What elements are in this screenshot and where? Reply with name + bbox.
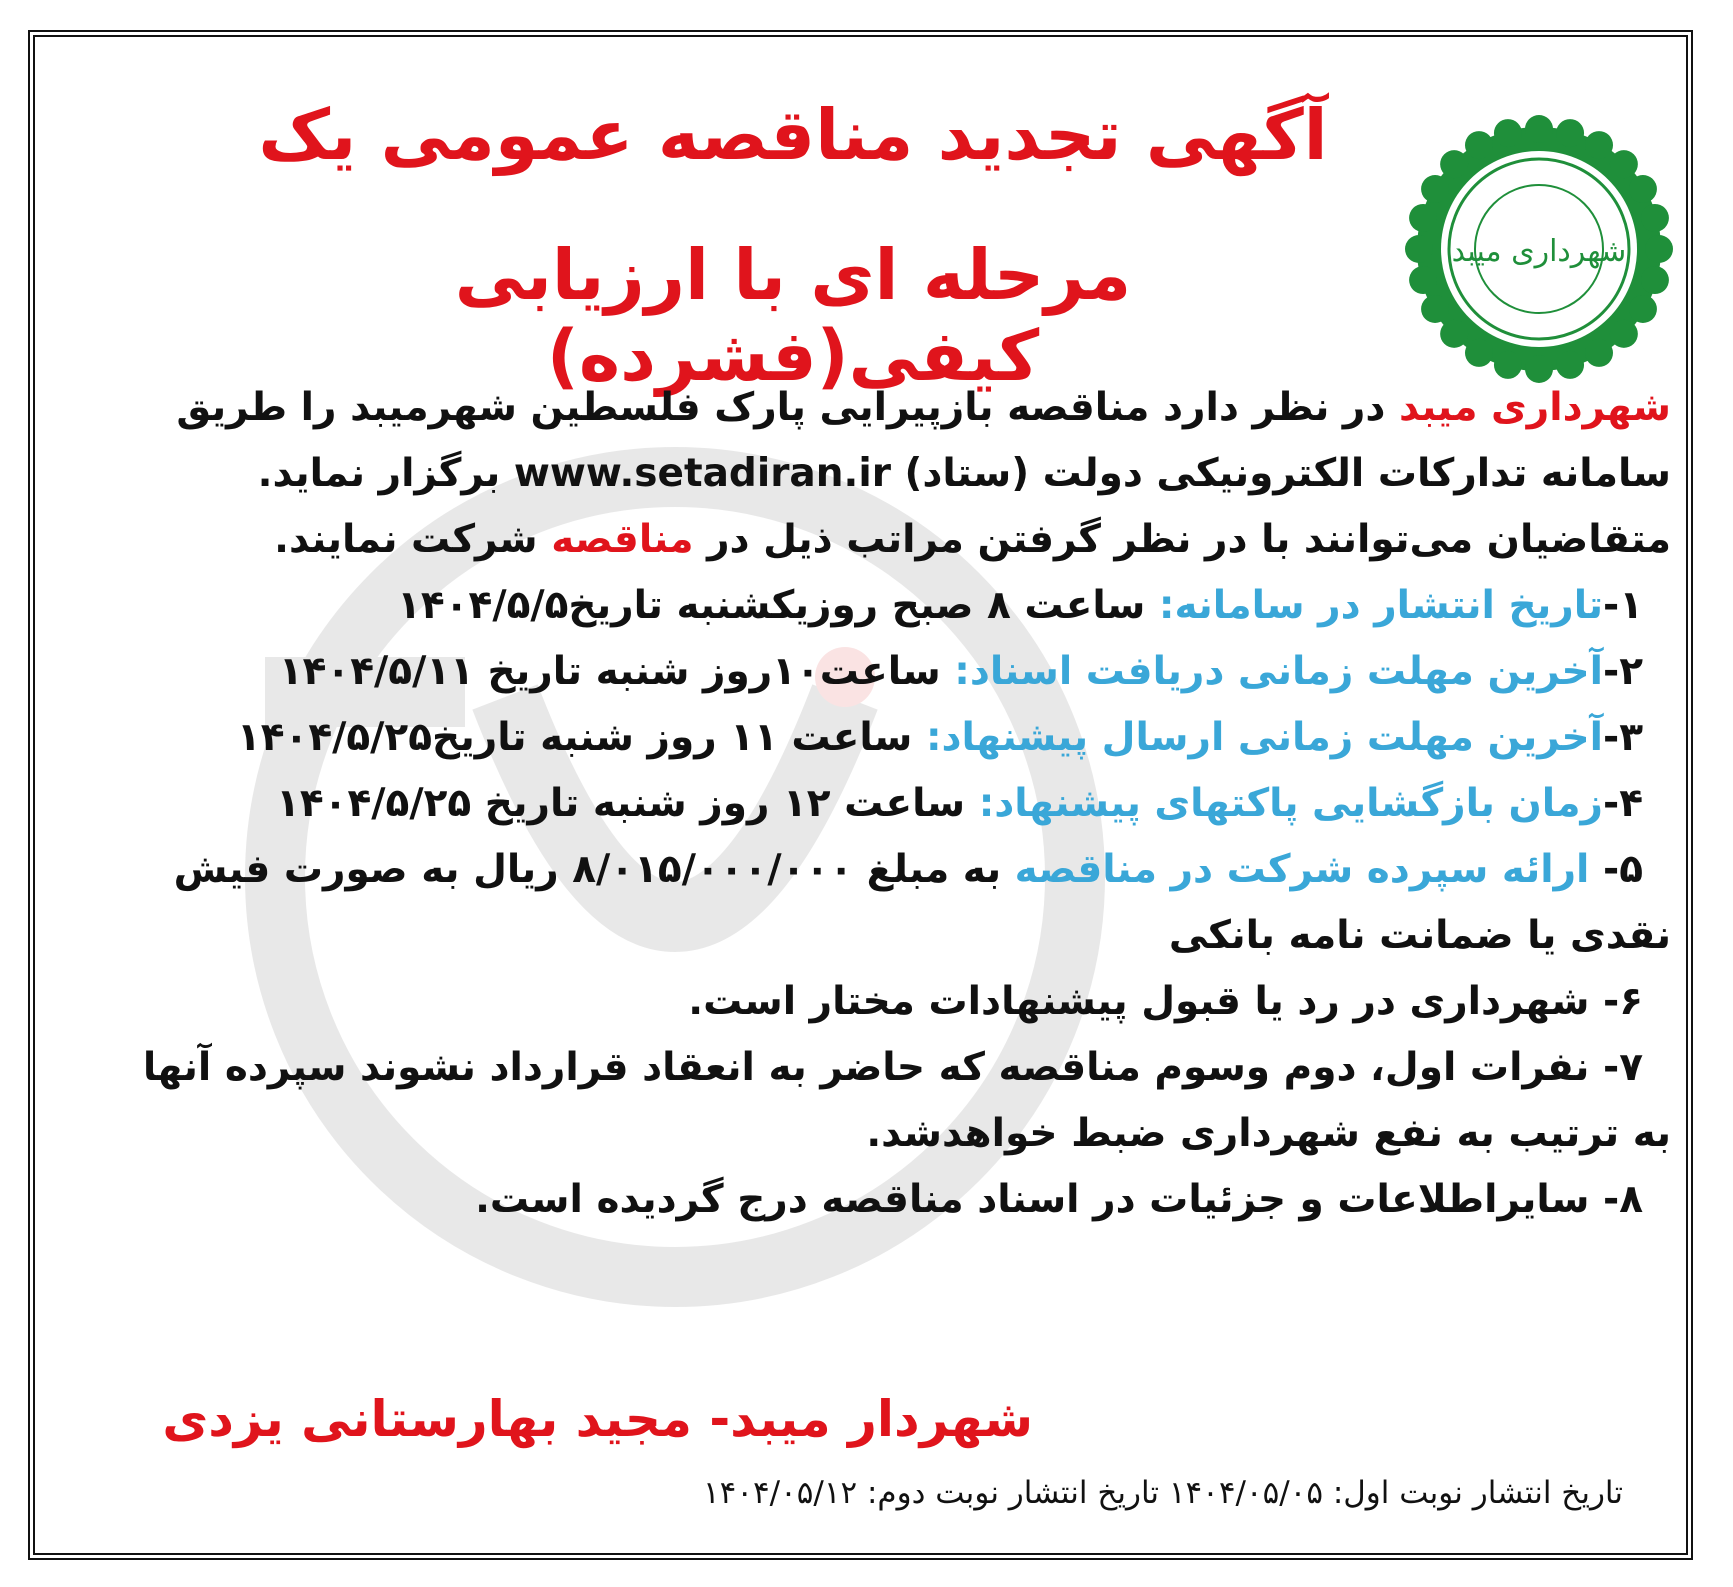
notice-title-line2: مرحله ای با ارزیابی کیفی(فشرده) bbox=[454, 234, 1132, 397]
item-text: شهرداری در رد یا قبول پیشنهادات مختار است. bbox=[688, 979, 1590, 1024]
list-item: ۴-زمان بازگشایی پاکتهای پیشنهاد: ساعت ۱۲ روز شنبه تاریخ ۱۴۰۴/۵/۲۵ bbox=[276, 781, 1643, 826]
list-item: ۱-تاریخ انتشار در سامانه: ساعت ۸ صبح روزیکشنبه تاریخ۱۴۰۴/۵/۵ bbox=[397, 583, 1643, 628]
intro-line2: سامانه تدارکات الکترونیکی دولت (ستاد) www.setadiran.ir برگزار نماید. bbox=[257, 451, 1671, 496]
logo-scallop bbox=[1585, 131, 1613, 159]
logo-scallop bbox=[1556, 119, 1584, 147]
organization-name: شهرداری میبد bbox=[1398, 385, 1671, 430]
list-item-continuation: به ترتیب به نفع شهرداری ضبط خواهدشد. bbox=[866, 1111, 1671, 1156]
notice-body bbox=[62, 375, 1671, 1233]
municipality-logo bbox=[1405, 115, 1673, 383]
item-label: زمان بازگشایی پاکتهای پیشنهاد: bbox=[978, 781, 1603, 826]
item-label: آخرین مهلت زمانی ارسال پیشنهاد: bbox=[925, 715, 1603, 760]
list-item: ۸- سایراطلاعات و جزئیات در اسناد مناقصه درج گردیده است. bbox=[475, 1177, 1643, 1222]
publication-dates: تاریخ انتشار نوبت اول: ۱۴۰۴/۰۵/۰۵ تاریخ انتشار نوبت دوم: ۱۴۰۴/۰۵/۱۲ bbox=[703, 1475, 1623, 1511]
list-item-continuation: نقدی یا ضمانت نامه بانکی bbox=[1168, 913, 1671, 958]
item-text: به مبلغ ۸/۰۱۵/۰۰۰/۰۰۰ ریال به صورت فیش bbox=[173, 847, 1015, 892]
logo-scallop bbox=[1409, 266, 1437, 294]
logo-scallop bbox=[1610, 150, 1638, 178]
logo-scallop bbox=[1641, 266, 1669, 294]
item-text: ساعت۱۰روز شنبه تاریخ ۱۴۰۴/۵/۱۱ bbox=[278, 649, 955, 694]
logo-scallop bbox=[1465, 339, 1493, 367]
intro-line3 bbox=[62, 507, 1671, 573]
item-text: ساعت ۱۱ روز شنبه تاریخ۱۴۰۴/۵/۲۵ bbox=[236, 715, 926, 760]
item-label: ارائه سپرده شرکت در مناقصه bbox=[1014, 847, 1590, 892]
mayor-signature: شهردار میبد- مجید بهارستانی یزدی bbox=[162, 1390, 1033, 1448]
item-text: نفرات اول، دوم وسوم مناقصه که حاضر به انعقاد قرارداد نشوند سپرده آنها bbox=[142, 1045, 1590, 1090]
notice-title-line1: آگهی تجدید مناقصه عمومی یک bbox=[258, 94, 1328, 176]
logo-scallop bbox=[1421, 175, 1449, 203]
logo-scallop bbox=[1494, 119, 1522, 147]
intro-line3-b: شرکت نمایند. bbox=[274, 517, 552, 562]
logo-scallop bbox=[1525, 115, 1553, 143]
logo-scallop bbox=[1421, 295, 1449, 323]
item-text: ساعت ۸ صبح روزیکشنبه تاریخ۱۴۰۴/۵/۵ bbox=[397, 583, 1159, 628]
item-text: ساعت ۱۲ روز شنبه تاریخ ۱۴۰۴/۵/۲۵ bbox=[276, 781, 979, 826]
logo-scallop bbox=[1440, 150, 1468, 178]
logo-scallop bbox=[1405, 235, 1433, 263]
item-text: سایراطلاعات و جزئیات در اسناد مناقصه درج گردیده است. bbox=[475, 1177, 1590, 1222]
list-item: ۲-آخرین مهلت زمانی دریافت اسناد: ساعت۱۰روز شنبه تاریخ ۱۴۰۴/۵/۱۱ bbox=[278, 649, 1643, 694]
logo-scallop bbox=[1465, 131, 1493, 159]
item-label: تاریخ انتشار در سامانه: bbox=[1158, 583, 1603, 628]
intro-line3-a: متقاضیان می‌توانند با در نظر گرفتن مراتب ذیل در bbox=[693, 517, 1671, 562]
intro-line1-text: در نظر دارد مناقصه بازپیرایی پارک فلسطین شهرمیبد را طریق bbox=[176, 385, 1399, 430]
list-item: ۵- ارائه سپرده شرکت در مناقصه به مبلغ ۸/۰۱۵/۰۰۰/۰۰۰ ریال به صورت فیش bbox=[173, 847, 1643, 892]
logo-text: شهرداری میبد bbox=[1451, 234, 1627, 269]
intro-line3-highlight: مناقصه bbox=[551, 517, 694, 562]
logo-scallop bbox=[1585, 339, 1613, 367]
logo-scallop bbox=[1645, 235, 1673, 263]
list-item: ۳-آخرین مهلت زمانی ارسال پیشنهاد: ساعت ۱۱ روز شنبه تاریخ۱۴۰۴/۵/۲۵ bbox=[236, 715, 1643, 760]
logo-scallop bbox=[1610, 320, 1638, 348]
list-item: ۷- نفرات اول، دوم وسوم مناقصه که حاضر به انعقاد قرارداد نشوند سپرده آنها bbox=[142, 1045, 1643, 1090]
intro-line1 bbox=[62, 375, 1671, 441]
logo-scallop bbox=[1629, 295, 1657, 323]
logo-scallop bbox=[1409, 204, 1437, 232]
logo-scallop bbox=[1440, 320, 1468, 348]
logo-scallop bbox=[1641, 204, 1669, 232]
item-label: آخرین مهلت زمانی دریافت اسناد: bbox=[954, 649, 1603, 694]
list-item: ۶- شهرداری در رد یا قبول پیشنهادات مختار است. bbox=[688, 979, 1643, 1024]
logo-scallop bbox=[1629, 175, 1657, 203]
